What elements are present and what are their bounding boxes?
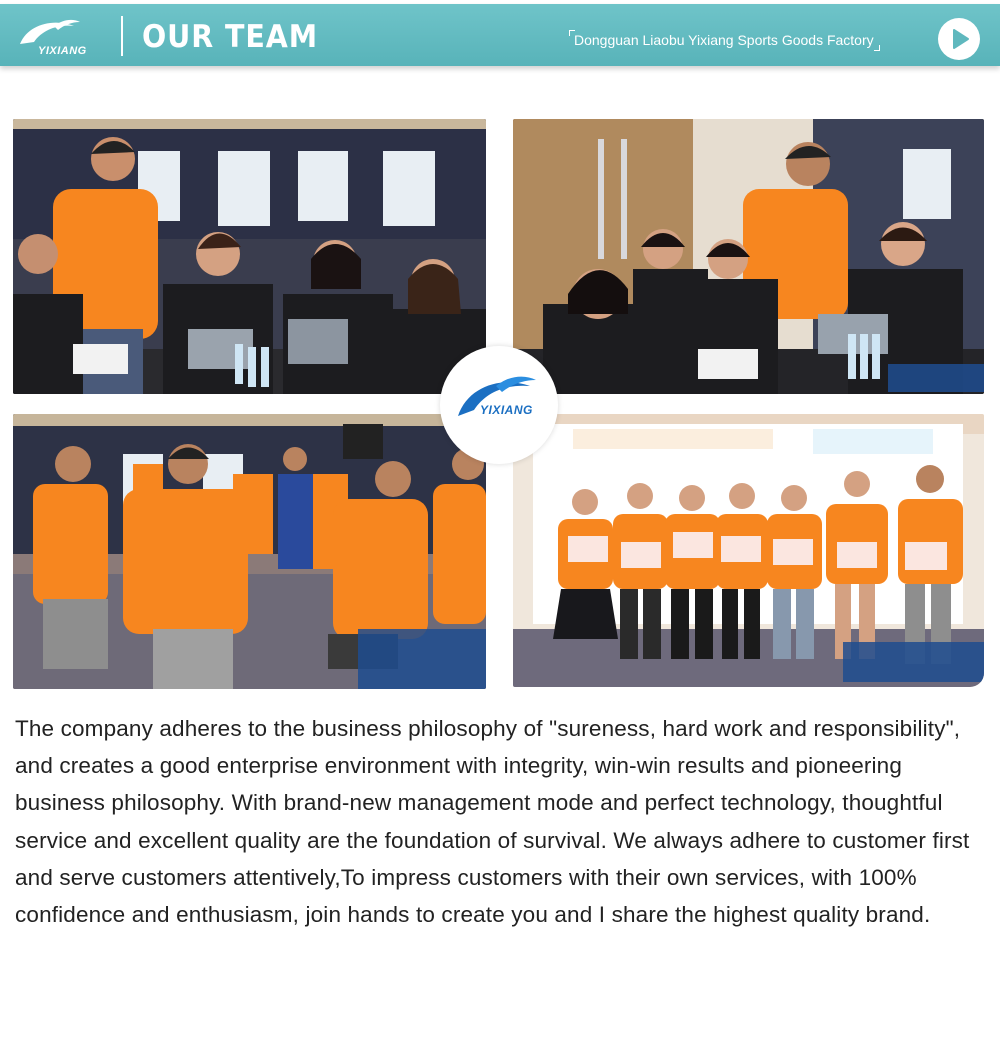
bracket-bottom-right bbox=[874, 45, 880, 51]
bracket-top-left bbox=[569, 30, 575, 36]
page-title: OUR TEAM bbox=[142, 19, 319, 55]
play-button[interactable] bbox=[938, 18, 980, 60]
company-name-text: Dongguan Liaobu Yixiang Sports Goods Factory bbox=[574, 32, 874, 48]
header-banner bbox=[0, 4, 1000, 66]
company-name bbox=[574, 32, 874, 48]
play-icon bbox=[938, 18, 980, 60]
center-logo-badge bbox=[440, 346, 558, 464]
logo-text: YIXIANG bbox=[38, 45, 87, 57]
team-activity-photo bbox=[13, 414, 486, 689]
team-meeting-photo-2 bbox=[513, 119, 984, 394]
yixiang-logo-icon bbox=[14, 16, 109, 56]
header-divider bbox=[121, 16, 123, 56]
center-logo-text: YIXIANG bbox=[480, 403, 533, 417]
team-meeting-photo-1 bbox=[13, 119, 486, 394]
award-ceremony-photo bbox=[513, 414, 984, 687]
company-philosophy-paragraph: The company adheres to the business philosophy of "sureness, hard work and responsibility", and creates a good enterprise environment with integrity, win-win results and pioneering business philosophy. With brand-new management mode and perfect technology, thoughtful service and excellent quality are the foundation of survival. We always adhere to customer first and serve customers attentively,To impress customers with their own services, with 100% confidence and enthusiasm, join hands to create you and I share the highest quality brand. bbox=[15, 716, 970, 928]
